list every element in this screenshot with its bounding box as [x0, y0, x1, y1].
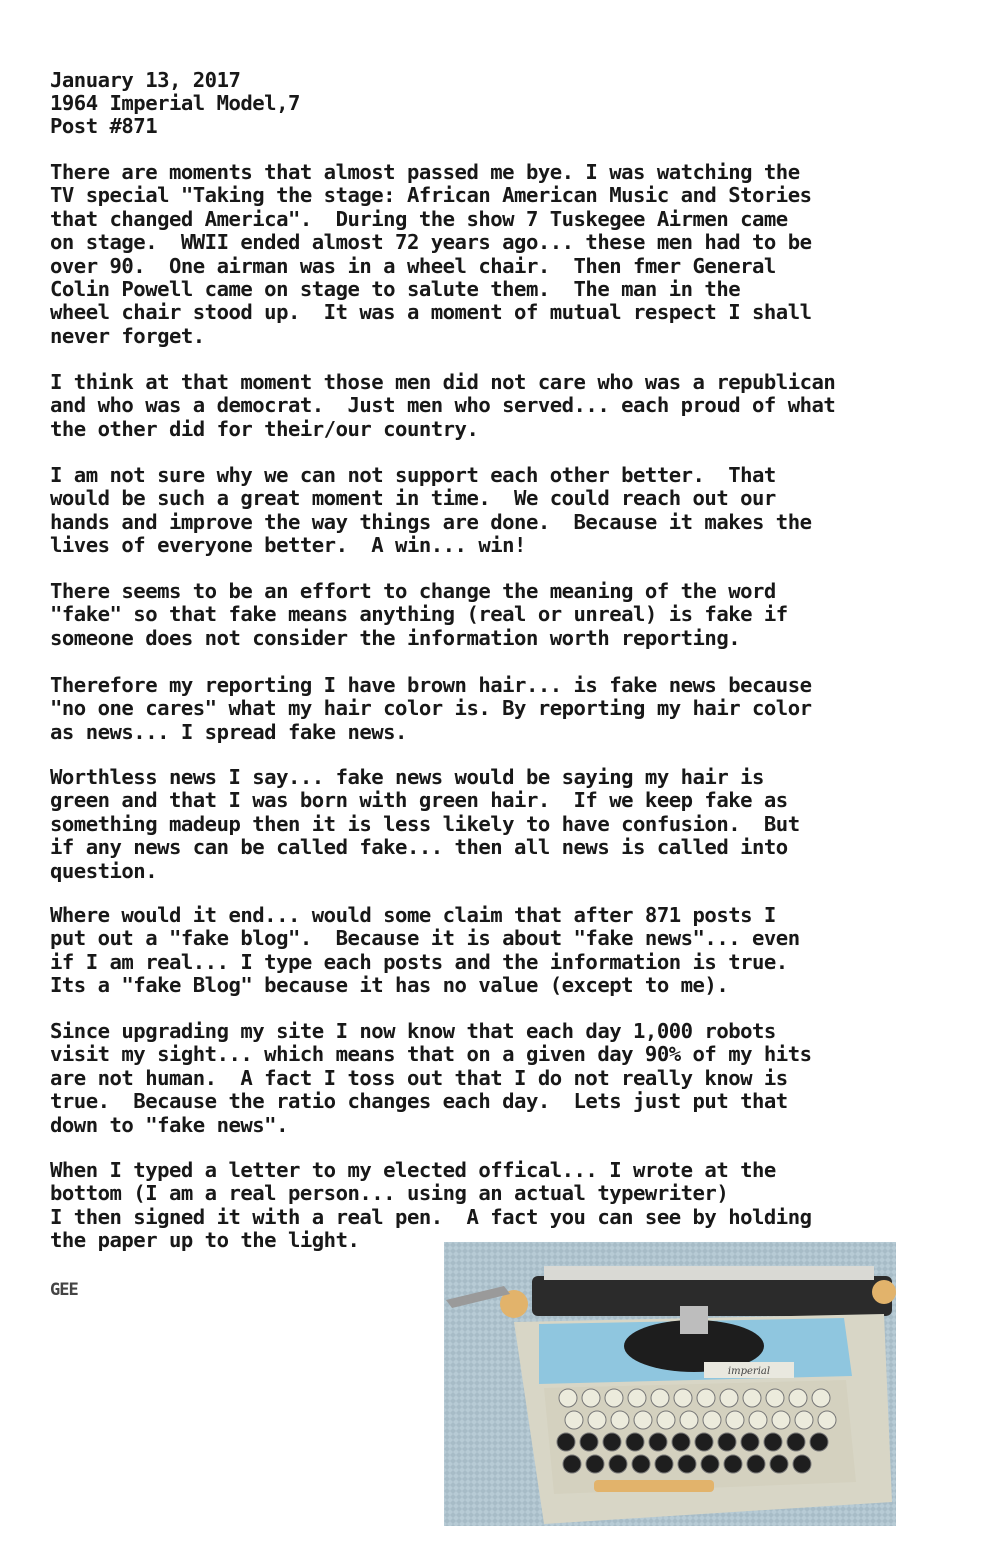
key — [703, 1411, 721, 1429]
paragraph-8-line: Since upgrading my site I now know that each day 1,000 robots — [50, 1019, 776, 1043]
paragraph-3-line: I am not sure why we can not support each other better. That — [50, 463, 776, 487]
date-line: January 13, 2017 — [50, 68, 241, 92]
paragraph-7-line: if I am real... I type each posts and the information is true. — [50, 949, 788, 974]
paragraph-7-line: Its a "fake Blog" because it has no value (except to me). — [50, 973, 729, 998]
paragraph-9-line: the paper up to the light. — [50, 1228, 360, 1253]
key — [559, 1389, 577, 1407]
key — [611, 1411, 629, 1429]
key — [747, 1455, 765, 1473]
paragraph-8-line: visit my sight... which means that on a given day 90% of my hits — [50, 1042, 812, 1067]
paragraph-5-line: as news... I spread fake news. — [50, 719, 407, 744]
paragraph-1-line: never forget. — [50, 323, 205, 348]
paragraph-3-line: lives of everyone better. A win... win! — [50, 533, 526, 558]
paragraph-5-line: "no one cares" what my hair color is. By reporting my hair color — [50, 696, 812, 721]
key — [680, 1411, 698, 1429]
paper-scale — [544, 1266, 874, 1280]
key — [793, 1455, 811, 1473]
paragraph-4-line: There seems to be an effort to change the meaning of the word — [50, 579, 776, 603]
paragraph-1-line: over 90. One airman was in a wheel chair. Then fmer General — [50, 253, 776, 278]
key — [565, 1411, 583, 1429]
key — [724, 1455, 742, 1473]
key — [672, 1433, 690, 1451]
key — [557, 1433, 575, 1451]
paragraph-3-line: would be such a great moment in time. We could reach out our — [50, 486, 776, 511]
post-number-line: Post #871 — [50, 114, 158, 138]
key — [697, 1389, 715, 1407]
key — [626, 1433, 644, 1451]
key — [628, 1389, 646, 1407]
key — [766, 1389, 784, 1407]
key — [657, 1411, 675, 1429]
space-bar — [594, 1480, 714, 1492]
paragraph-1-line: TV special "Taking the stage: African American Music and Stories — [50, 183, 812, 208]
key — [741, 1433, 759, 1451]
paragraph-6-line: something madeup then it is less likely to have confusion. But — [50, 811, 800, 836]
right-knob — [872, 1280, 896, 1304]
key — [749, 1411, 767, 1429]
paragraph-1-line: wheel chair stood up. It was a moment of mutual respect I shall — [50, 300, 812, 325]
paragraph-3-line: hands and improve the way things are done. Because it makes the — [50, 509, 812, 534]
key — [580, 1433, 598, 1451]
paragraph-1-line: There are moments that almost passed me bye. I was watching the — [50, 160, 800, 184]
key — [812, 1389, 830, 1407]
key — [818, 1411, 836, 1429]
paragraph-2-line: and who was a democrat. Just men who served... each proud of what — [50, 393, 836, 418]
paragraph-1-line: Colin Powell came on stage to salute them. The man in the — [50, 277, 741, 301]
key — [726, 1411, 744, 1429]
key — [701, 1455, 719, 1473]
key — [789, 1389, 807, 1407]
machine-line: 1964 Imperial Model,7 — [50, 91, 300, 115]
key — [695, 1433, 713, 1451]
paragraph-8-line: true. Because the ratio changes each day. Lets just put that — [50, 1089, 788, 1114]
paragraph-9-line: When I typed a letter to my elected offical... I wrote at the — [50, 1158, 776, 1182]
key — [764, 1433, 782, 1451]
paragraph-6-line: question. — [50, 858, 158, 883]
key — [795, 1411, 813, 1429]
signature: GEE — [50, 1280, 78, 1300]
key — [810, 1433, 828, 1451]
paragraph-2-line: the other did for their/our country. — [50, 416, 479, 441]
paragraph-6-line: if any news can be called fake... then all news is called into — [50, 835, 788, 860]
paragraph-5-line: Therefore my reporting I have brown hair... is fake news because — [50, 673, 812, 697]
paragraph-7-line: put out a "fake blog". Because it is about "fake news"... even — [50, 926, 800, 951]
key — [609, 1455, 627, 1473]
brand-text: imperial — [727, 1366, 771, 1377]
key — [634, 1411, 652, 1429]
key — [718, 1433, 736, 1451]
carriage — [532, 1276, 892, 1316]
key — [563, 1455, 581, 1473]
key — [586, 1455, 604, 1473]
paragraph-9-line: I then signed it with a real pen. A fact you can see by holding — [50, 1204, 812, 1229]
paragraph-6-line: green and that I was born with green hair. If we keep fake as — [50, 788, 788, 813]
key — [655, 1455, 673, 1473]
paragraph-7-line: Where would it end... would some claim that after 871 posts I — [50, 903, 776, 927]
key — [770, 1455, 788, 1473]
key — [678, 1455, 696, 1473]
paragraph-8-line: down to "fake news". — [50, 1112, 288, 1137]
key — [603, 1433, 621, 1451]
key — [632, 1455, 650, 1473]
key — [743, 1389, 761, 1407]
paragraph-1-line: on stage. WWII ended almost 72 years ago... these men had to be — [50, 230, 812, 255]
key — [588, 1411, 606, 1429]
key — [605, 1389, 623, 1407]
typebar-guide — [680, 1306, 708, 1334]
paragraph-4-line: "fake" so that fake means anything (real or unreal) is fake if — [50, 602, 788, 627]
paragraph-9-line: bottom (I am a real person... using an actual typewriter) — [50, 1181, 729, 1206]
paragraph-8-line: are not human. A fact I toss out that I do not really know is — [50, 1065, 788, 1090]
paragraph-6-line: Worthless news I say... fake news would be saying my hair is — [50, 765, 764, 789]
key — [720, 1389, 738, 1407]
paragraph-4-line: someone does not consider the information worth reporting. — [50, 625, 741, 650]
paragraph-2-line: I think at that moment those men did not care who was a republican — [50, 370, 836, 394]
key — [649, 1433, 667, 1451]
typewriter-photo — [444, 1242, 896, 1526]
key — [772, 1411, 790, 1429]
key — [651, 1389, 669, 1407]
paragraph-1-line: that changed America". During the show 7 Tuskegee Airmen came — [50, 206, 788, 231]
key — [582, 1389, 600, 1407]
key — [674, 1389, 692, 1407]
key — [787, 1433, 805, 1451]
